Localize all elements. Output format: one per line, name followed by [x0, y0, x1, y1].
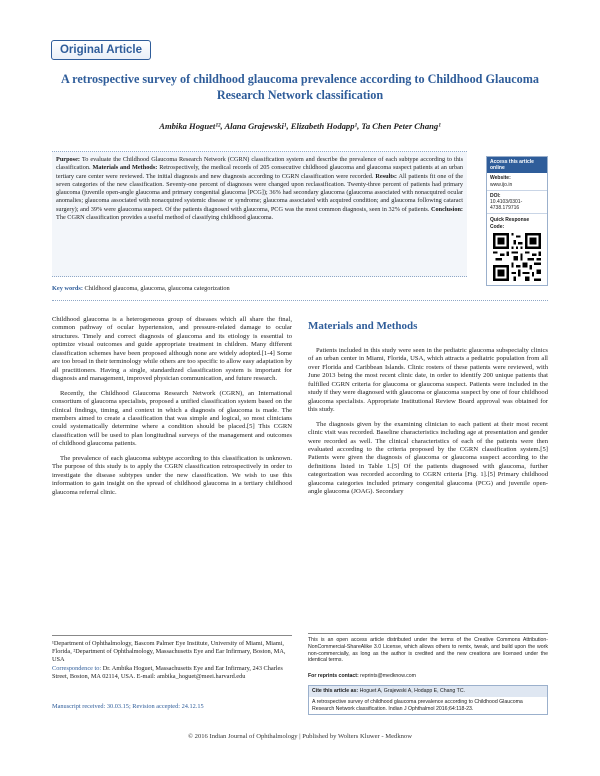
- keywords-divider: [52, 300, 548, 301]
- affiliations-block: [52, 635, 292, 681]
- abstract-purpose: To evaluate the Childhood Glaucoma Research Network (CGRN) classification system and describe the prevalence of each subtype according to this classification.: [56, 156, 463, 172]
- abstract-results-label: Results:: [375, 172, 397, 180]
- abstract-box: [52, 151, 467, 277]
- page-footer: © 2016 Indian Journal of Ophthalmology | Published by Wolters Kluwer - Medknow: [188, 733, 412, 740]
- doi-link[interactable]: 10.4103/0301-4738.179716: [490, 199, 523, 212]
- manuscript-dates: Manuscript received: 30.03.15; Revision accepted: 24.12.15: [52, 703, 204, 710]
- reprints-email[interactable]: reprints@medknow.com: [358, 673, 416, 679]
- access-online-box: [486, 156, 548, 286]
- cite-authors: Hoguet A, Grajewski A, Hodapp E, Chang TC.: [358, 688, 466, 694]
- intro-paragraph-2: Recently, the Childhood Glaucoma Research Network (CGRN), an International consortium of glaucoma specialists, proposed a unified classification system based on the clinical findings, timing, and context in which a diagnosis of glaucoma is made. The members aimed to create a classification that was simple and logical, so most clinicians could systematically determine where a condition should be placed.[5] This CGRN classification will be used to plan longitudinal surveys of the management and outcomes of childhood glaucoma patients.: [52, 389, 292, 448]
- abstract-purpose-label: Purpose:: [56, 156, 80, 163]
- website-row: [487, 173, 547, 190]
- correspondence: [52, 665, 292, 681]
- doi-row: [487, 191, 547, 215]
- author-list: Ambika Hoguet¹², Alana Grajewski¹, Elizabeth Hodapp¹, Ta Chen Peter Chang¹: [159, 121, 441, 131]
- abstract-conclusion-label: Conclusion:: [431, 205, 463, 213]
- open-access-notice: This is an open access article distributed under the terms of the Creative Commons Attribution-NonCommercial-ShareAlike 3.0 License, which allows others to remix, tweak, and build upon the work non-commercially, as long as the author is credited and the new creations are licensed under the identical terms.: [308, 633, 548, 664]
- methods-heading: Materials and Methods: [308, 320, 418, 332]
- keywords-label: Key words:: [52, 285, 83, 292]
- access-online-header: Access this article online: [487, 157, 547, 173]
- qr-code-icon[interactable]: [493, 233, 541, 281]
- intro-paragraph-3: The prevalence of each glaucoma subtype according to this classification is unknown. The purpose of this study is to apply the CGRN classification retrospectively in order to investigate the disease subtypes under the new classification. We wish to use this information to gain insight on the spread of childhood glaucoma in a tertiary childhood glaucoma referral clinic.: [52, 454, 292, 496]
- correspondence-label: Correspondence to:: [52, 664, 102, 672]
- cite-header: [309, 686, 547, 697]
- website-link[interactable]: www.ijo.in: [490, 181, 513, 188]
- methods-paragraph-1: Patients included in this study were seen in the pediatric glaucoma subspecialty clinics of an urban center in Miami, Florida, USA, which attracts a pediatric population from all over Florida and Caribbean Islands. Clinic rosters of these patients were reviewed, with June 2013 being the most recent clinic date, in order to identify 200 unique patients that fulfilled CGRN criteria for glaucoma or glaucoma suspect. Patients were included in the study if they were diagnosed with glaucoma or glaucoma suspect by one of four childhood glaucoma specialists. Appropriate Institutional Review Board approval was obtained for this study.: [308, 347, 548, 414]
- abstract-methods-label: Materials and Methods:: [92, 164, 158, 172]
- correspondence-text: Dr. Ambika Hoguet, Massachusetts Eye and Ear Infirmary, 243 Charles Street, Boston, MA 02114, USA. E-mail: ambika_hoguet@meei.harvard.edu: [52, 664, 283, 680]
- abstract-results: All patients fit one of the seven categories of the new classification. Seventy-one percent of diagnoses were changed upon reclassification. Twenty-three percent of patients had primary glaucoma (juvenile open-angle glaucoma and primary congenital glaucoma [PCG]); 36% had secondary glaucoma (glaucoma associated with nonacquired ocular anomalies; glaucoma associated with nonacquired systemic disease or syndrome; glaucoma associated with acquired condition; and glaucoma following cataract surgery); and 39% were glaucoma suspect. Of the patients diagnosed with glaucoma, PCG was the most common diagnosis, seen in 32% of patients.: [56, 172, 463, 213]
- article-title: A retrospective survey of childhood glaucoma prevalence according to Childhood Glaucoma Research Network classification: [60, 72, 539, 102]
- reprints-label: For reprints contact:: [308, 673, 359, 679]
- right-column: [308, 347, 548, 503]
- reprints-line: [308, 673, 548, 679]
- section-tag: Original Article: [51, 40, 151, 60]
- left-column: [52, 316, 292, 503]
- cite-body: A retrospective survey of childhood glaucoma prevalence according to Childhood Glaucoma Research Network classification. Indian J Ophthalmol 2016;64:118-23.: [312, 698, 523, 712]
- abstract-conclusion: The CGRN classification provides a useful method of classifying childhood glaucoma.: [56, 214, 274, 222]
- intro-paragraph-1: Childhood glaucoma is a heterogeneous group of diseases which all share the final, common pathway of ocular hypertension, and pressure-related damage to ocular structures. Timely and correct diagnosis of glaucoma and its etiology is essential to optimize visual outcomes and guide appropriate treatment in children. Many different classification schemes have been proposed although none are widely adopted.[1-4] Some are too broad in their terminology while others are too specific to allow easy adaptation by all practitioners. Having a single, standardized classification system is important for diagnosis and management, improved physician communication, and future research.: [52, 316, 292, 383]
- website-label: Website:: [490, 175, 511, 182]
- doi-label: DOI:: [490, 192, 501, 199]
- qr-label: Quick Response Code:: [490, 217, 530, 230]
- abstract-methods: Retrospectively, the medical records of 205 consecutive childhood glaucoma and glaucoma suspect patients at an urban tertiary care center were reviewed. The initial diagnosis and new diagnosis according to CGRN classification were recorded.: [56, 164, 463, 180]
- methods-paragraph-2: The diagnosis given by the examining clinician to each patient at their most recent clinic visit was recorded. Baseline characteristics including age at presentation and gender were recorded as well. The clinical characteristics of each of the patients were then evaluated according to the criteria proposed by the CGRN classification system.[5] Patients were given the diagnosis of glaucoma or glaucoma suspect according to the definitions listed in Table 1.[5] Of the patients diagnosed with glaucoma, further categorization was recorded according to CGRN criteria [Fig. 1].[5] Primary childhood glaucoma categories included primary congenital glaucoma (PCG) and juvenile open-angle glaucoma (JOAG). Secondary: [308, 420, 548, 496]
- cite-label: Cite this article as:: [312, 688, 359, 694]
- keywords-text: Childhood glaucoma, glaucoma, glaucoma categorization: [82, 285, 230, 292]
- keywords: [52, 285, 467, 292]
- affiliation-text: ¹Department of Ophthalmology, Bascom Palmer Eye Institute, University of Miami, Miami, Florida, ²Department of Ophthalmology, Massachusetts Eye and Ear Infirmary, Boston, MA, USA: [52, 640, 286, 664]
- cite-box: [308, 685, 548, 715]
